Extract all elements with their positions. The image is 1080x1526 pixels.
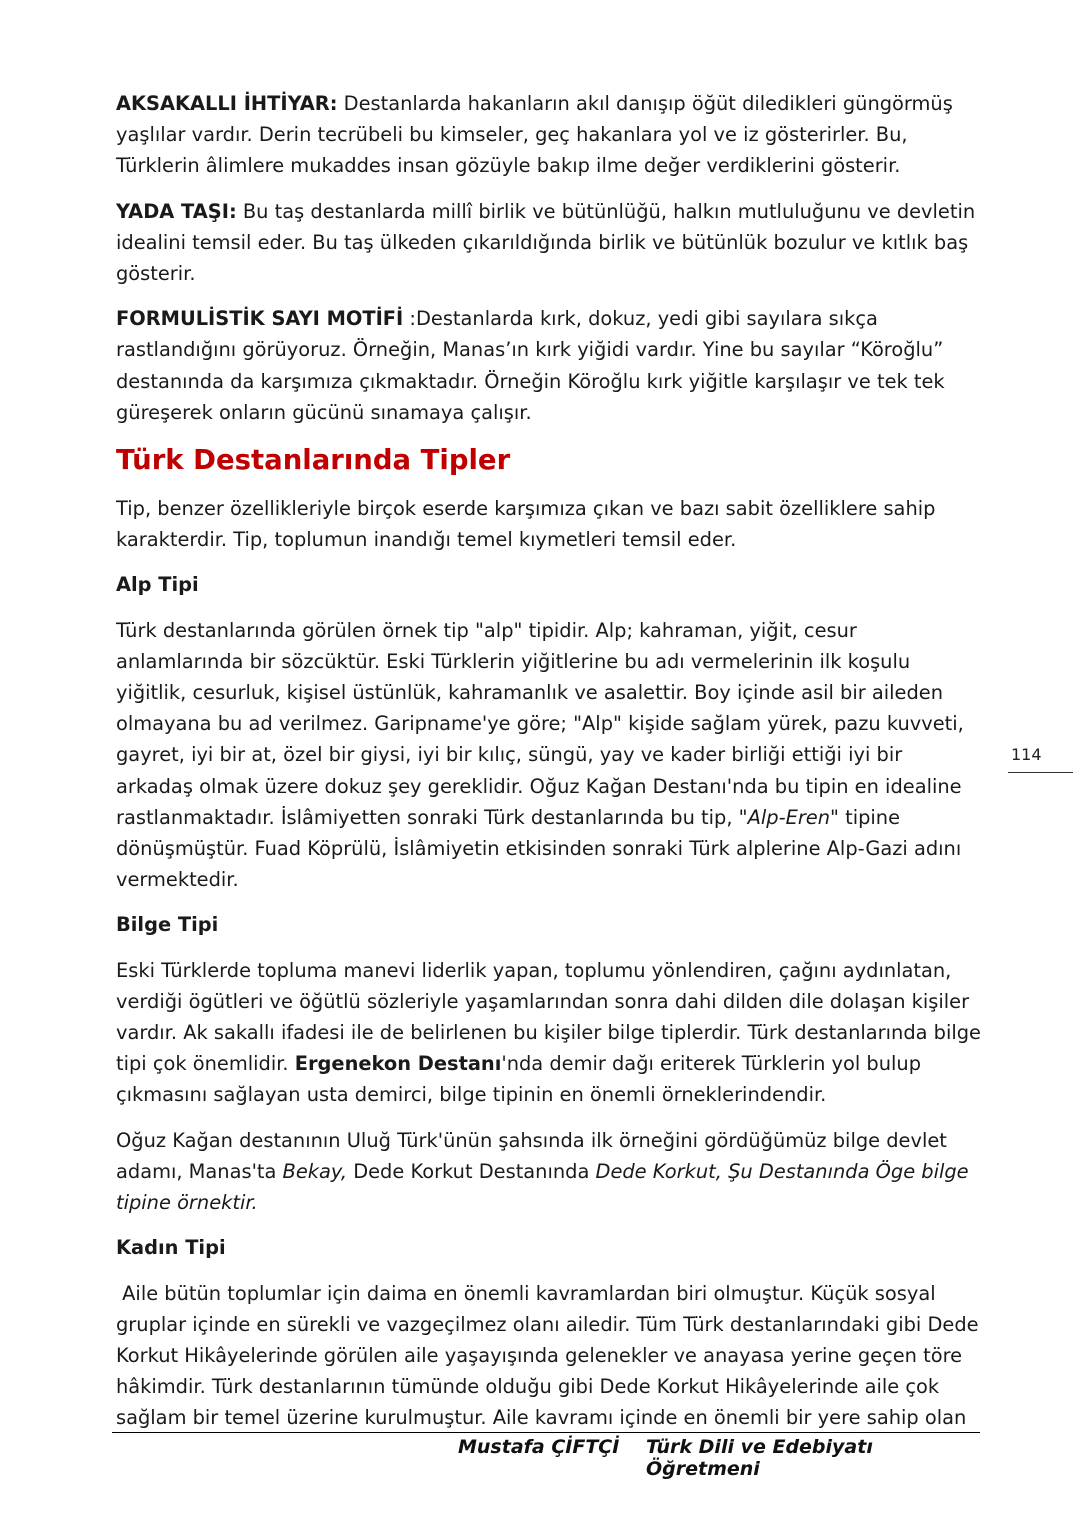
footer-title: Türk Dili ve Edebiyatı Öğretmeni bbox=[646, 1436, 873, 1480]
heading-bilge: Bilge Tipi bbox=[116, 913, 219, 937]
footer-author: Mustafa ÇİFTÇİ bbox=[458, 1436, 620, 1458]
paragraph-formulistik bbox=[116, 303, 984, 428]
heading-alp: Alp Tipi bbox=[116, 573, 199, 597]
text-yada: Bu taş destanlarda millî birlik ve bütünlüğü, halkın mutluluğunu ve devletin idealini temsil eder. Bu taş ülkeden çıkarıldığında birlik ve bütünlük bozulur ve kıtlık baş gösterir. bbox=[116, 199, 976, 286]
paragraph-kadin: Aile bütün toplumlar için daima en önemli kavramlardan biri olmuştur. Küçük sosyal gruplar içinde en sürekli ve vazgeçilmez olanı ailedir. Tüm Türk destanlarındaki gibi Dede Korkut Hikâyelerinde görülen aile yaşayışında gelenekler ve anayasa yerine geçen töre hâkimdir. Türk destanlarının tümünde olduğu gibi Dede Korkut Hikâyelerinde aile çok sağlam bir temel üzerine kurulmuştur. Aile kavramı içinde en önemli bir yere sahip olan bbox=[116, 1281, 985, 1430]
text-aksakalli: Destanlarda hakanların akıl danışıp öğüt diledikleri güngörmüş yaşlılar vardır. Derin tecrübeli bu kimseler, geç hakanlara yol ve iz gösterirler. Bu, Türklerin âlimlere mukaddes insan gözüyle bakıp ilme değer verdiklerini gösterir. bbox=[116, 92, 953, 178]
paragraph-alp: Türk destanlarında görülen örnek tip "alp" tipidir. Alp; kahraman, yiğit, cesur anlamlarında bir sözcüktür. Eski Türklerin yiğitlerine bu adı vermelerinin ilk koşulu yiğitlik, cesurluk, kişisel üstünlük, kahramanlık ve asalettir. Boy içinde asil bir aileden olmayana bu ad verilmez. Garipname'ye göre; "Alp" kişide sağlam yürek, pazu kuvveti, gayret, iyi bir at, özel bir giysi, iyi bir kılıç, süngü, yay ve kader birliği ettiği iyi bir arkadaş olmak üzere dokuz şey gereklidir. Oğuz Kağan Destanı'nda bu tipin en idealine rastlanmaktadır. İslâmiyetten sonraki Türk destanlarında bu tip, "Alp-Eren" tipine dönüşmüştür. Fuad Köprülü, İslâmiyetin etkisinden sonraki Türk alplerine Alp-Gazi adını vermektedir. bbox=[116, 618, 964, 892]
section-intro: Tip, benzer özellikleriyle birçok eserde karşımıza çıkan ve bazı sabit özelliklere sahip karakterdir. Tip, toplumun inandığı temel kıymetleri temsil eder. bbox=[116, 497, 936, 552]
footer bbox=[112, 1436, 980, 1480]
section-title: Türk Destanlarında Tipler bbox=[116, 444, 511, 477]
page-number: 114 bbox=[1008, 744, 1073, 773]
footer-divider bbox=[112, 1432, 980, 1433]
paragraph-bilge-1: Eski Türklerde topluma manevi liderlik yapan, toplumu yönlendiren, çağını aydınlatan, verdiği ögütleri ve öğütlü sözleriyle yaşamlarından sonra dahi dilden dile dolaşan kişiler vardır. Ak sakallı ifadesi ile de belirlenen bu kişiler bilge tiplerdir. Türk destanlarında bilge tipi çok önemlidir. Ergenekon Destanı'nda demir dağı eriterek Türklerin yol bulup çıkmasını sağlayan usta demirci, bilge tipinin en önemli örneklerindendir. bbox=[116, 958, 981, 1107]
paragraph-yada bbox=[116, 196, 984, 290]
heading-kadin: Kadın Tipi bbox=[116, 1236, 226, 1260]
paragraph-aksakalli bbox=[116, 88, 984, 182]
page-content bbox=[116, 88, 984, 1448]
term-aksakalli: AKSAKALLI İHTİYAR: bbox=[116, 92, 338, 115]
term-yada: YADA TAŞI: bbox=[116, 199, 237, 223]
alp-eren-term: Alp-Eren bbox=[747, 805, 831, 829]
paragraph-bilge-2: Oğuz Kağan destanının Uluğ Türk'ünün şahsında ilk örneğini gördüğümüz bilge devlet adamı, Manas'ta Bekay, Dede Korkut Destanında Dede Korkut, Şu Destanında Öge bilge tipine örnektir. bbox=[116, 1128, 969, 1215]
ergenekon-term: Ergenekon Destanı bbox=[294, 1052, 502, 1076]
term-formulistik: FORMULİSTİK SAYI MOTİFİ bbox=[116, 307, 404, 331]
text-formulistik: :Destanlarda kırk, dokuz, yedi gibi sayılara sıkça rastlandığını görüyoruz. Örneğin, Manas’ın kırk yiğidi vardır. Yine bu sayılar “Köroğlu” destanında da karşımıza çıkmaktadır. Örneğin Köroğlu kırk yiğitle karşılaşır ve tek tek güreşerek onların gücünü sınamaya çalışır. bbox=[116, 307, 945, 424]
